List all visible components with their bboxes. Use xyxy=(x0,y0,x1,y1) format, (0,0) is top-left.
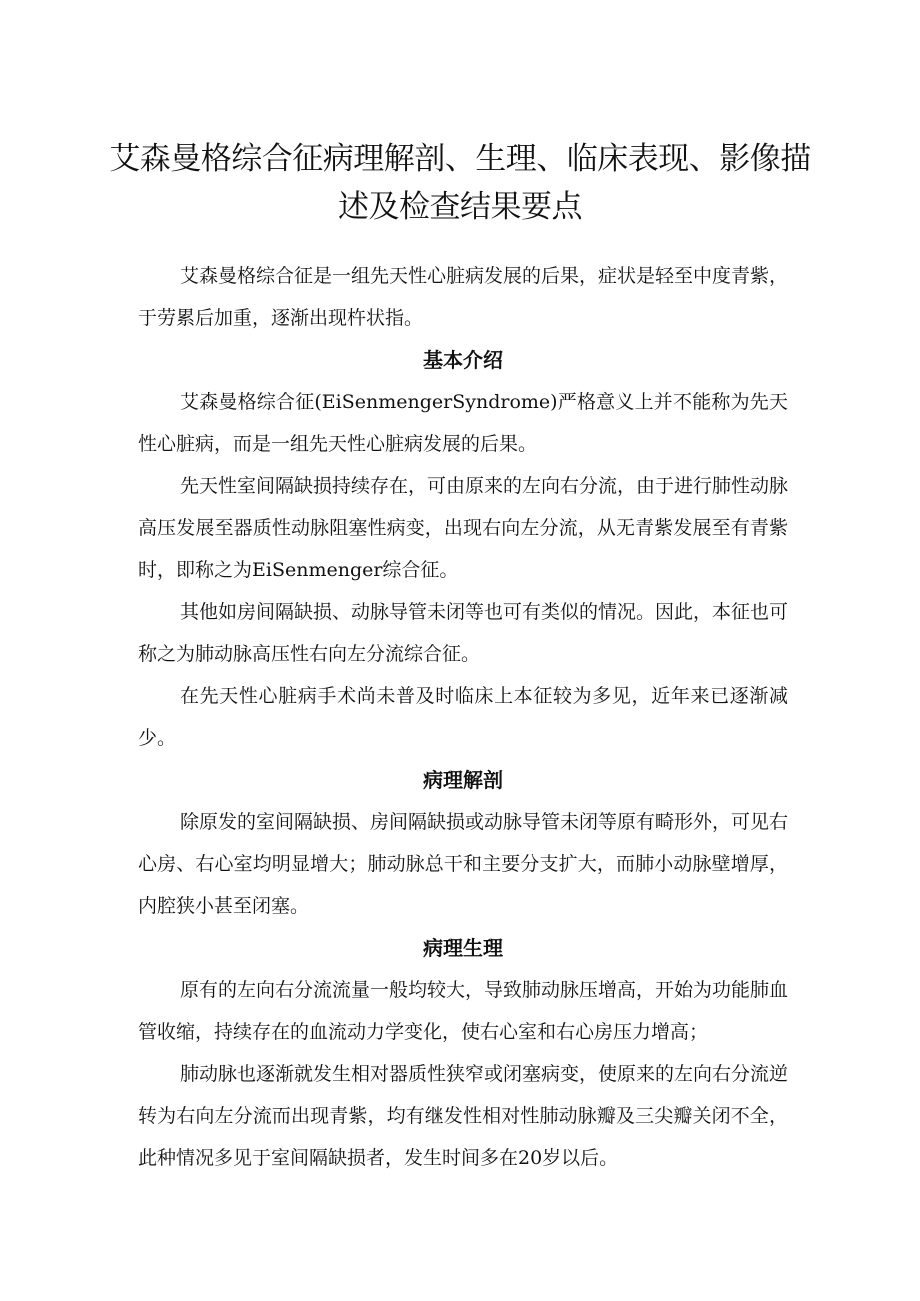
page-title: 艾森曼格综合征病理解剖、生理、临床表现、影像描述及检查结果要点 xyxy=(109,140,811,225)
paragraph: 在先天性心脏病手术尚未普及时临床上本征较为多见，近年来已逐渐减少。 xyxy=(138,685,788,749)
paragraph: 除原发的室间隔缺损、房间隔缺损或动脉导管未闭等原有畸形外，可见右心房、右心室均明显增大；肺动脉总干和主要分支扩大，而肺小动脉壁增厚，内腔狭小甚至闭塞。 xyxy=(138,811,789,917)
document-body xyxy=(138,255,788,1179)
section-heading-basic-intro: 基本介绍 xyxy=(423,348,503,372)
paragraph: 艾森曼格综合征(EiSenmengerSyndrome)严格意义上并不能称为先天性心脏病，而是一组先天性心脏病发展的后果。 xyxy=(138,391,788,455)
paragraph: 其他如房间隔缺损、动脉导管未闭等也可有类似的情况。因此，本征也可称之为肺动脉高压性右向左分流综合征。 xyxy=(138,601,789,665)
paragraph: 先天性室间隔缺损持续存在，可由原来的左向右分流，由于进行肺性动脉高压发展至器质性动脉阻塞性病变，出现右向左分流，从无青紫发展至有青紫时，即称之为EiSenmenger综合征。 xyxy=(138,475,789,581)
paragraph: 肺动脉也逐渐就发生相对器质性狭窄或闭塞病变，使原来的左向右分流逆转为右向左分流而出现青紫，均有继发性相对性肺动脉瓣及三尖瓣关闭不全，此种情况多见于室间隔缺损者，发生时间多在20岁以后。 xyxy=(138,1063,789,1169)
paragraph: 原有的左向右分流流量一般均较大，导致肺动脉压增高，开始为功能肺血管收缩，持续存在的血流动力学变化，使右心室和右心房压力增高； xyxy=(138,979,789,1043)
section-heading-pathophysiology: 病理生理 xyxy=(423,936,503,960)
section-heading-pathology-anatomy: 病理解剖 xyxy=(423,768,503,792)
intro-paragraph: 艾森曼格综合征是一组先天性心脏病发展的后果，症状是轻至中度青紫，于劳累后加重，逐渐出现杵状指。 xyxy=(138,265,789,329)
